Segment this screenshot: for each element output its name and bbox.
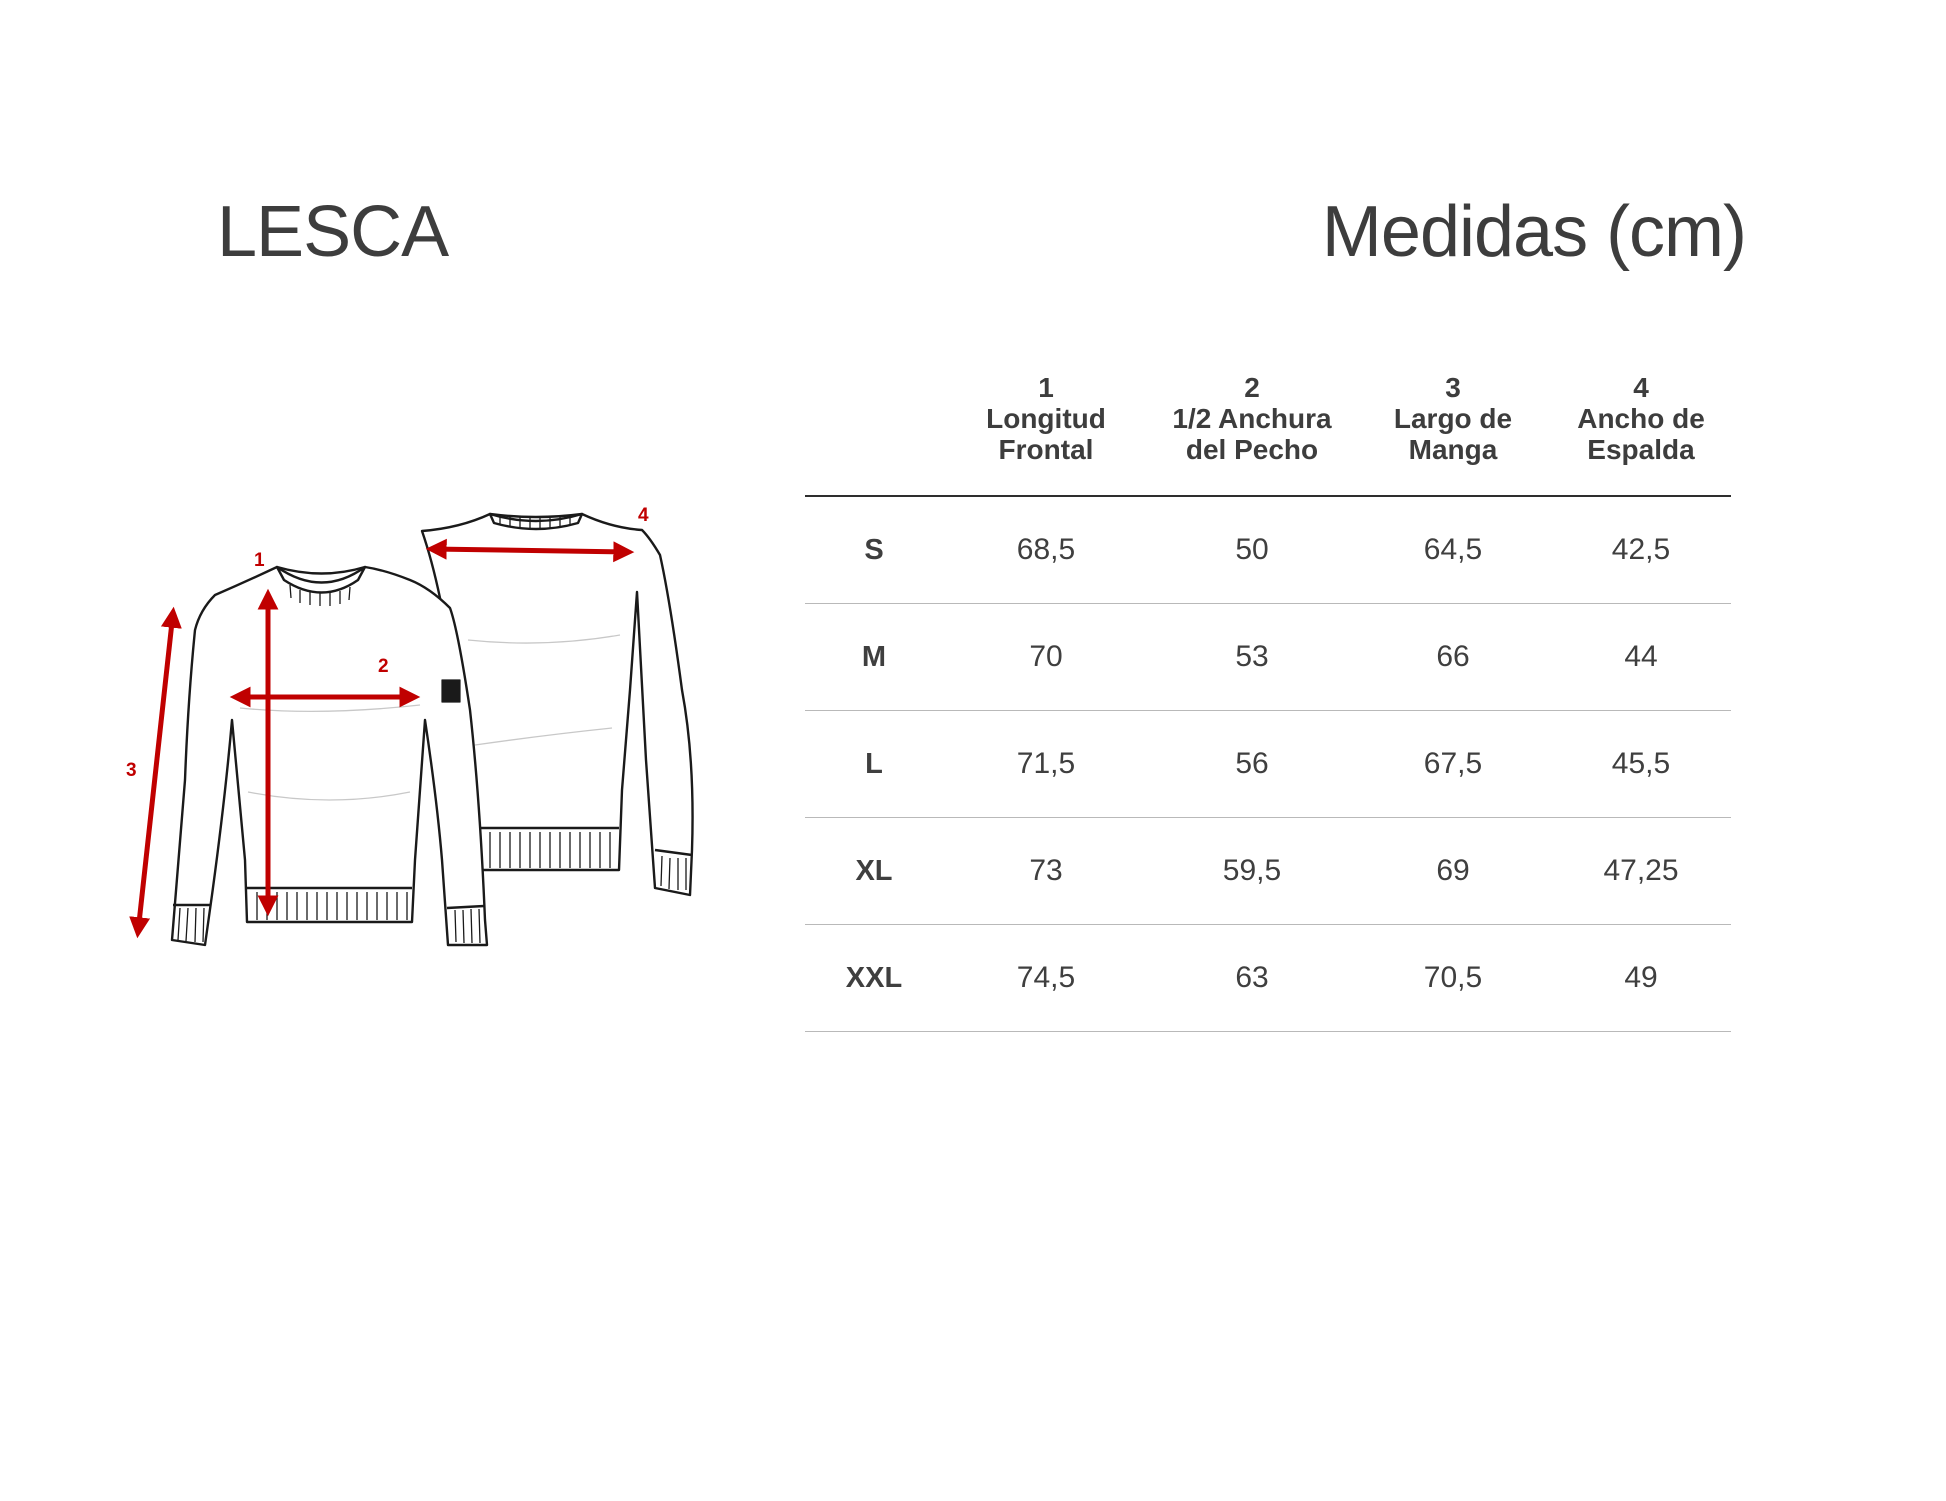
table-row (805, 496, 1731, 604)
column-label: Ancho de Espalda (1577, 403, 1705, 465)
column-header (1355, 372, 1551, 496)
table-cell: 49 (1551, 925, 1731, 1032)
column-header (943, 372, 1149, 496)
table-row (805, 604, 1731, 711)
table-cell: 66 (1355, 604, 1551, 711)
table-cell: 64,5 (1355, 496, 1551, 604)
column-label: Longitud Frontal (986, 403, 1106, 465)
table-cell: 45,5 (1551, 711, 1731, 818)
sweater-diagram (110, 490, 730, 960)
table-cell: 50 (1149, 496, 1355, 604)
sweater-front-icon (172, 567, 487, 945)
table-cell: 59,5 (1149, 818, 1355, 925)
diagram-label-2: 2 (378, 656, 389, 677)
size-table (805, 372, 1731, 1032)
table-cell: 74,5 (943, 925, 1149, 1032)
size-label: L (805, 711, 943, 818)
table-header-row (805, 372, 1731, 496)
brand-title: LESCA (217, 192, 449, 272)
arrow-4-back-width (432, 549, 628, 552)
table-cell: 69 (1355, 818, 1551, 925)
table-cell: 44 (1551, 604, 1731, 711)
diagram-label-3: 3 (126, 760, 137, 781)
column-header-size (805, 372, 943, 496)
column-number: 4 (1633, 372, 1649, 403)
table-row (805, 818, 1731, 925)
column-label: Largo de Manga (1393, 403, 1513, 465)
table-cell: 70 (943, 604, 1149, 711)
table-cell: 42,5 (1551, 496, 1731, 604)
table-cell: 67,5 (1355, 711, 1551, 818)
column-label: 1/2 Anchura del Pecho (1172, 403, 1332, 465)
table-cell: 53 (1149, 604, 1355, 711)
column-header (1551, 372, 1731, 496)
size-label: XXL (805, 925, 943, 1032)
table-row (805, 925, 1731, 1032)
table-cell: 68,5 (943, 496, 1149, 604)
column-header (1149, 372, 1355, 496)
column-number: 3 (1445, 372, 1461, 403)
table-cell: 47,25 (1551, 818, 1731, 925)
table-cell: 63 (1149, 925, 1355, 1032)
diagram-label-4: 4 (638, 505, 649, 526)
column-number: 1 (1038, 372, 1054, 403)
size-label: XL (805, 818, 943, 925)
measures-title: Medidas (cm) (1321, 192, 1746, 272)
arrow-3-sleeve-length (138, 613, 173, 932)
column-number: 2 (1244, 372, 1260, 403)
table-row (805, 711, 1731, 818)
table-cell: 70,5 (1355, 925, 1551, 1032)
size-label: M (805, 604, 943, 711)
table-cell: 56 (1149, 711, 1355, 818)
table-cell: 71,5 (943, 711, 1149, 818)
table-cell: 73 (943, 818, 1149, 925)
diagram-label-1: 1 (254, 550, 265, 571)
size-label: S (805, 496, 943, 604)
